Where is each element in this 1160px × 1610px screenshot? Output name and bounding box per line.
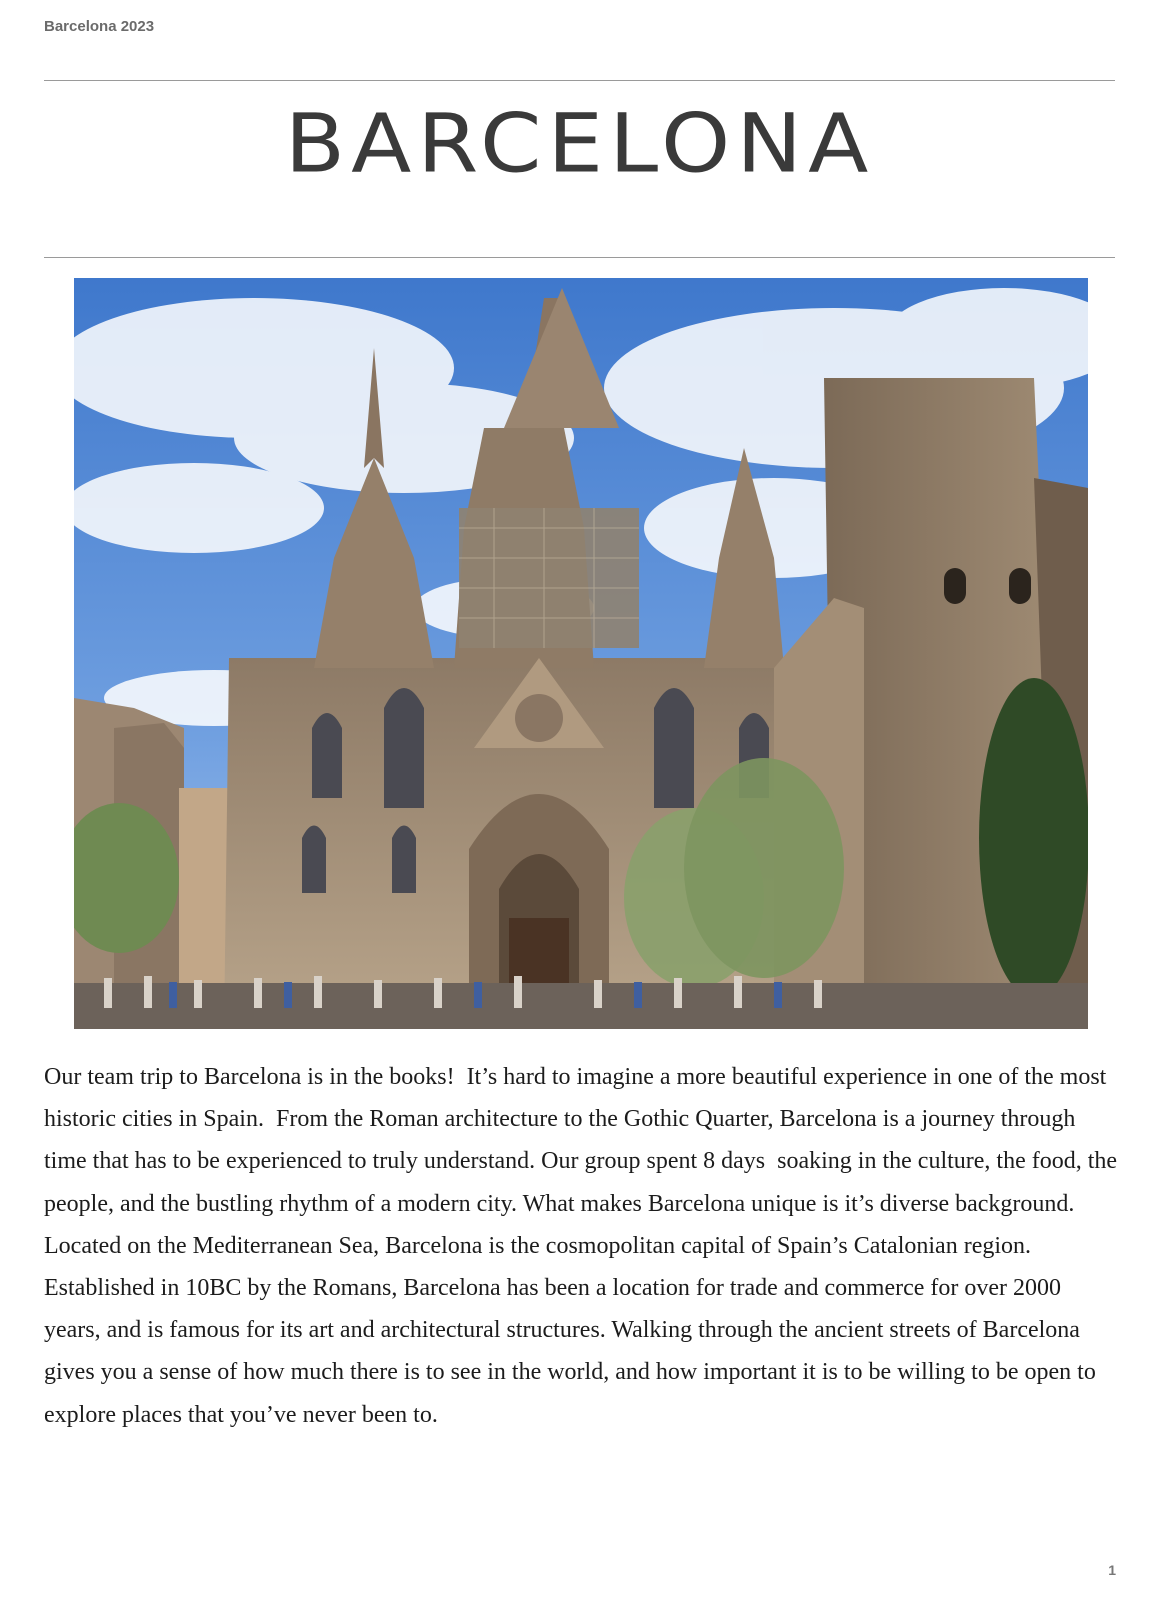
cathedral-photo [74,278,1088,1029]
article-body: Our team trip to Barcelona is in the books! It’s hard to imagine a more beautiful experience in one of the most historic cities in Spain. From the Roman architecture to the Gothic Quarter, Barcelona is a journey through time that has to be experienced to truly understand. Our group spent 8 days soaking in the culture, the food, the people, and the bustling rhythm of a modern city. What makes Barcelona unique is it’s diverse background. Located on the Mediterranean Sea, Barcelona is the cosmopolitan capital of Spain’s Catalonian region. Established in 10BC by the Romans, Barcelona has been a location for trade and commerce for over 2000 years, and is famous for its art and architectural structures. Walking through the ancient streets of Barcelona gives you a sense of how much there is to see in the world, and how important it is to be willing to be open to explore places that you’ve never been to. [44,1064,1124,1428]
page-title: BARCELONA [284,96,875,191]
header-label: Barcelona 2023 [44,18,155,35]
page-number: 1 [1108,1562,1116,1578]
divider-bottom [44,257,1115,258]
divider-top [44,80,1115,81]
